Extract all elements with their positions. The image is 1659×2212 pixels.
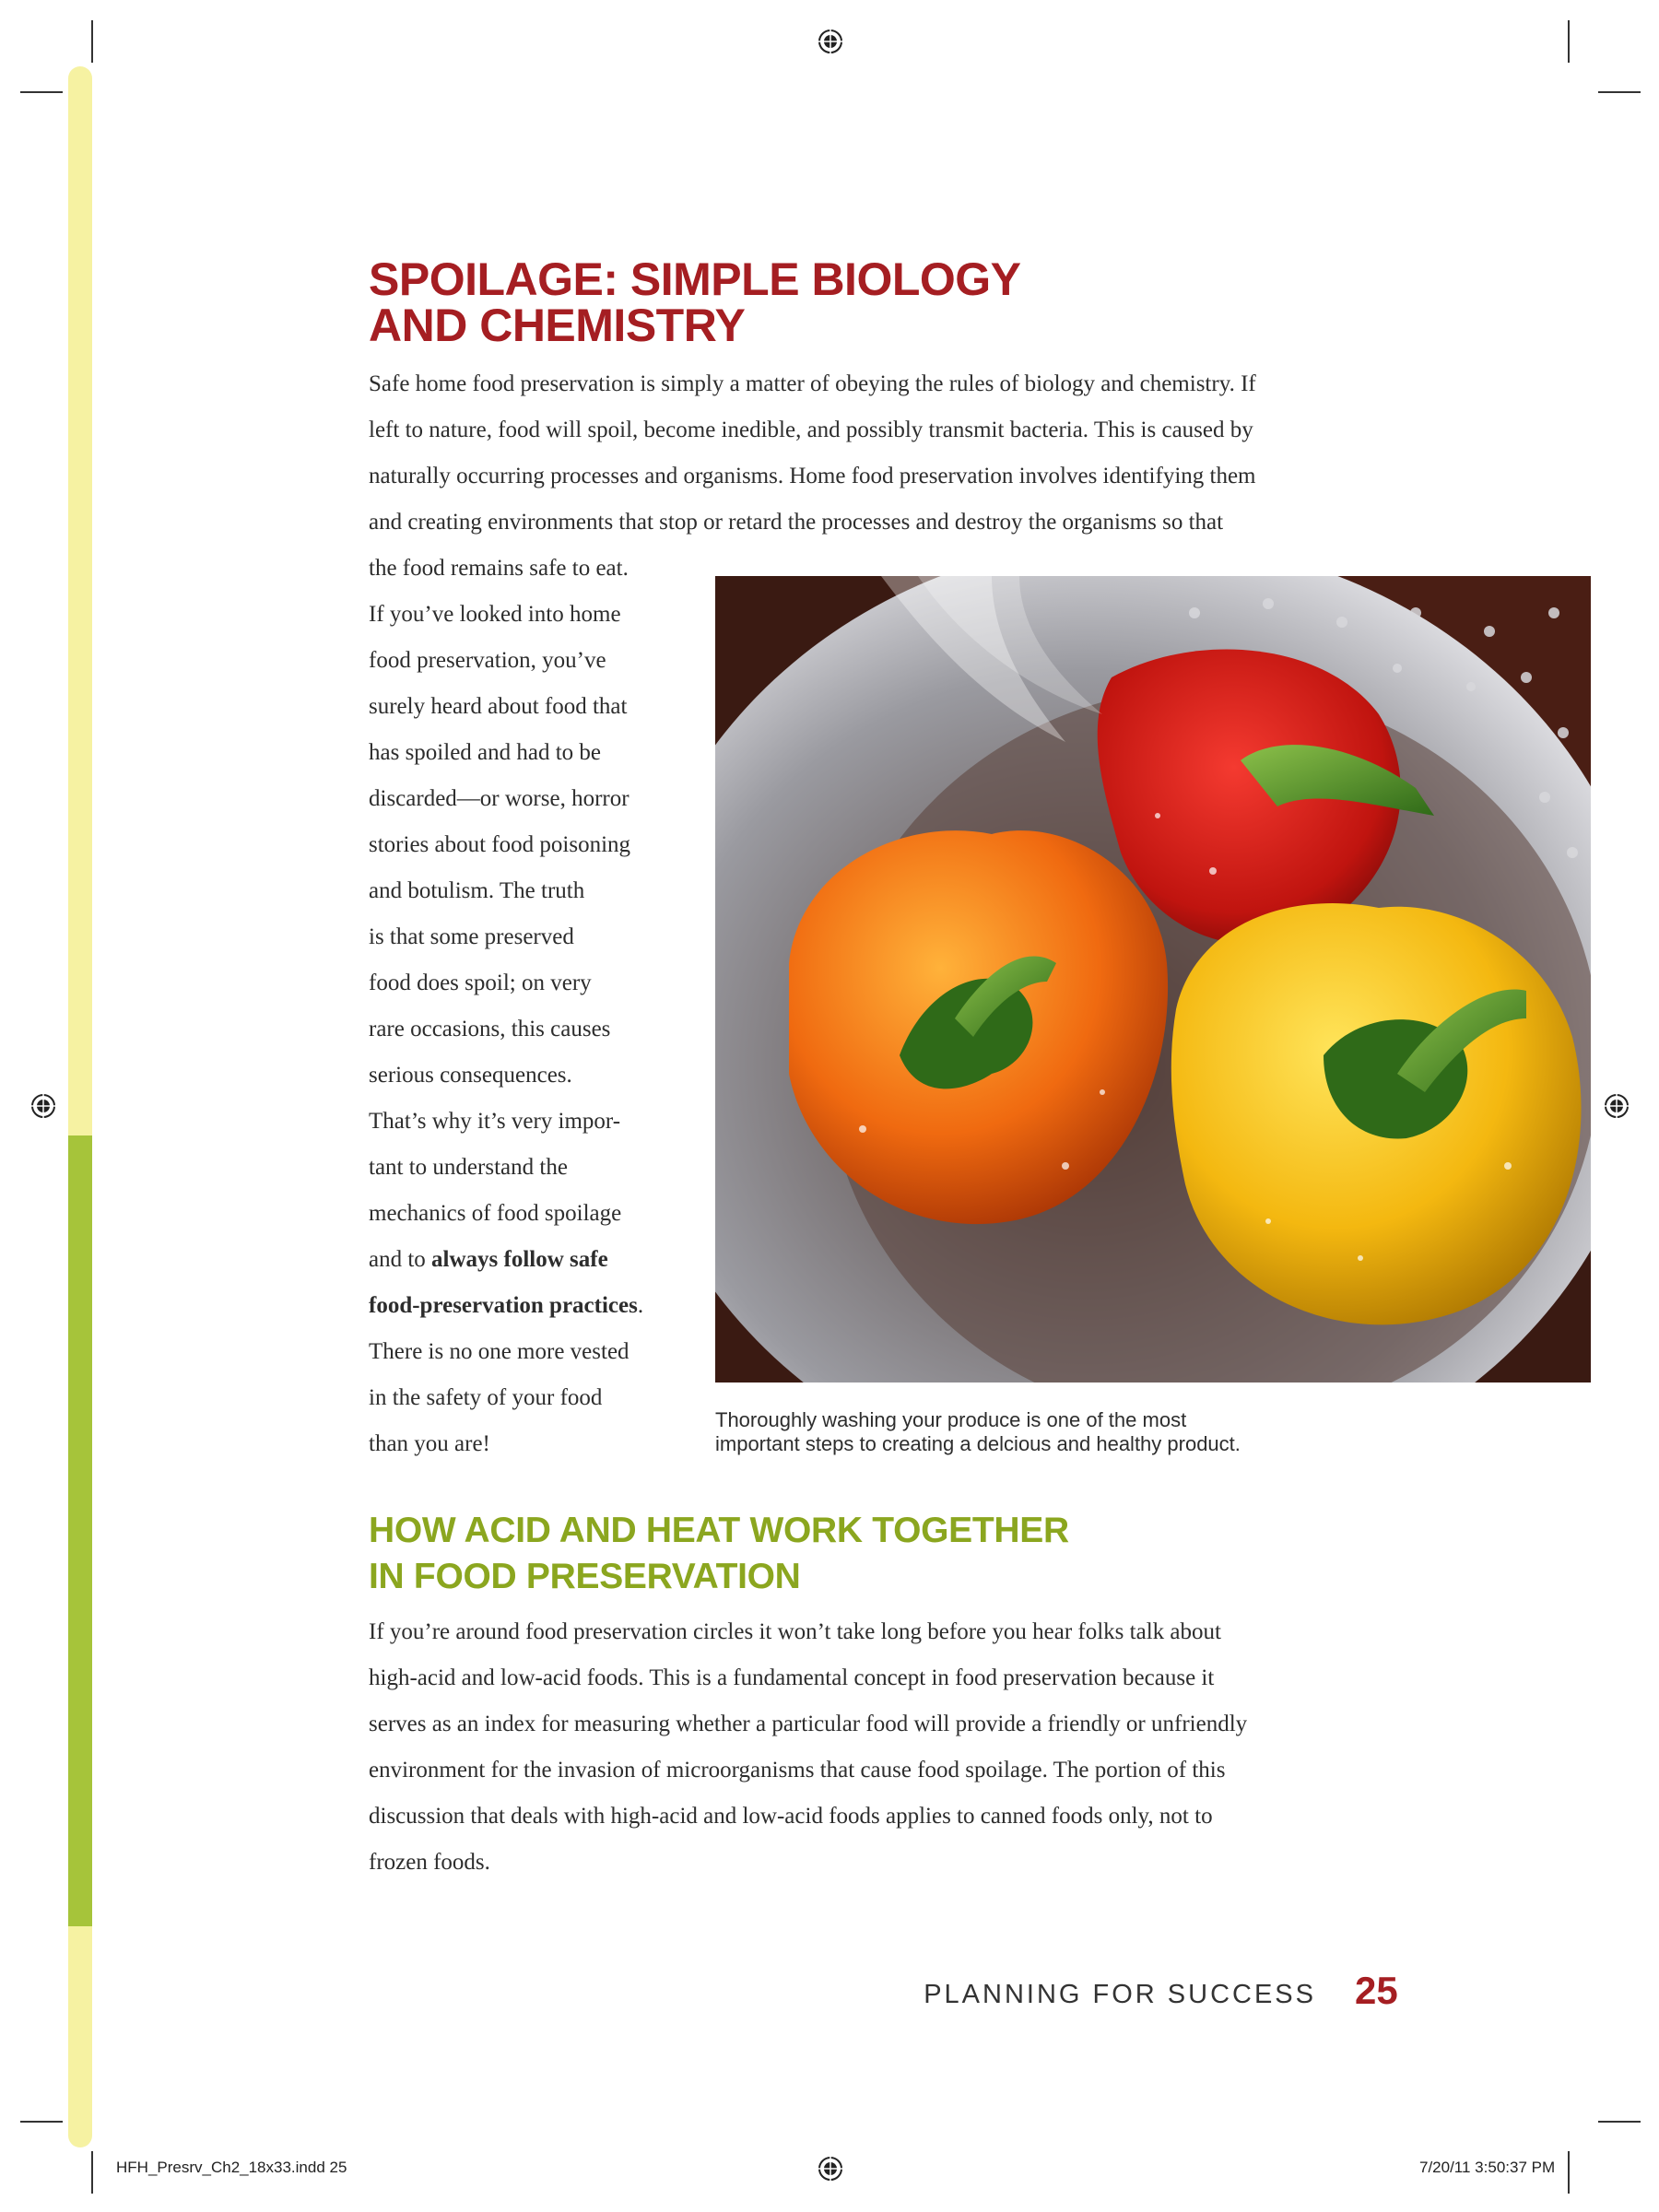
bold-phrase: food-preservation practices — [369, 1293, 638, 1318]
registration-mark-icon — [817, 28, 844, 55]
column-line: in the safety of your food — [369, 1385, 603, 1410]
section-line: discussion that deals with high-acid and low-acid foods applies to canned foods only, not to — [369, 1804, 1213, 1829]
column-line: stories about food poisoning — [369, 832, 631, 857]
crop-mark — [20, 2121, 63, 2123]
column-line: surely heard about food that — [369, 694, 628, 719]
column-line: That’s why it’s very impor- — [369, 1109, 621, 1134]
column-line: serious consequences. — [369, 1063, 572, 1088]
crop-mark — [20, 91, 63, 93]
and-to-text: and to — [369, 1247, 432, 1272]
intro-paragraph — [369, 361, 1410, 592]
period-text: . — [637, 1293, 644, 1318]
peppers-illustration — [715, 576, 1591, 1382]
column-line: rare occasions, this causes — [369, 1017, 611, 1041]
crop-mark — [1568, 2151, 1570, 2194]
section-title — [369, 1508, 1069, 1600]
photo-caption — [715, 1408, 1591, 1456]
page-title — [369, 253, 1021, 351]
column-line: tant to understand the — [369, 1155, 568, 1180]
section-paragraph — [369, 1609, 1410, 1886]
intro-line: Safe home food preservation is simply a matter of obeying the rules of biology and chemistry. If — [369, 371, 1256, 396]
column-line: has spoiled and had to be — [369, 740, 602, 765]
caption-line: important steps to creating a delcious and healthy product. — [715, 1432, 1241, 1455]
crop-mark — [91, 2151, 93, 2194]
column-line — [369, 1283, 700, 1329]
column-line: There is no one more vested — [369, 1339, 629, 1364]
crop-mark — [1598, 2121, 1641, 2123]
column-line: food preservation, you’ve — [369, 648, 606, 673]
column-paragraph — [369, 592, 700, 1467]
intro-line: naturally occurring processes and organisms. Home food preservation involves identifying them — [369, 464, 1256, 488]
section-line: high-acid and low-acid foods. This is a fundamental concept in food preservation because it — [369, 1665, 1215, 1690]
page-title-line2: AND CHEMISTRY — [369, 300, 746, 351]
crop-mark — [1598, 91, 1641, 93]
column-line: mechanics of food spoilage — [369, 1201, 622, 1226]
bold-phrase: always follow safe — [431, 1247, 608, 1272]
section-line: environment for the invasion of microorganisms that cause food spoilage. The portion of this — [369, 1758, 1226, 1783]
slug-right: 7/20/11 3:50:37 PM — [1419, 2159, 1556, 2176]
column-line: discarded—or worse, horror — [369, 786, 629, 811]
section-line: frozen foods. — [369, 1850, 490, 1875]
column-line: than you are! — [369, 1431, 490, 1456]
column-line: is that some preserved — [369, 924, 574, 949]
crop-mark — [1568, 20, 1570, 63]
intro-line: the food remains safe to eat. — [369, 556, 629, 581]
side-bar-green — [68, 1135, 92, 1926]
registration-mark-icon — [817, 2155, 844, 2183]
running-footer-label: PLANNING FOR SUCCESS — [924, 1980, 1316, 2009]
section-title-line1: HOW ACID AND HEAT WORK TOGETHER — [369, 1511, 1069, 1550]
slug-left: HFH_Presrv_Ch2_18x33.indd 25 — [116, 2159, 347, 2176]
registration-mark-icon — [29, 1092, 57, 1120]
page-title-line1: SPOILAGE: SIMPLE BIOLOGY — [369, 253, 1021, 305]
intro-line: left to nature, food will spoil, become inedible, and possibly transmit bacteria. This is caused by — [369, 418, 1253, 442]
peppers-photo — [715, 576, 1591, 1382]
caption-line: Thoroughly washing your produce is one of the most — [715, 1408, 1187, 1431]
column-line: food does spoil; on very — [369, 971, 592, 995]
intro-line: and creating environments that stop or retard the processes and destroy the organisms so that — [369, 510, 1224, 535]
column-line: and botulism. The truth — [369, 878, 585, 903]
section-line: serves as an index for measuring whether a particular food will provide a friendly or unfriendly — [369, 1712, 1248, 1736]
column-line: If you’ve looked into home — [369, 602, 621, 627]
section-title-line2: IN FOOD PRESERVATION — [369, 1557, 801, 1596]
page-number: 25 — [1355, 1969, 1398, 2012]
crop-mark — [91, 20, 93, 63]
column-line — [369, 1237, 700, 1283]
section-line: If you’re around food preservation circles it won’t take long before you hear folks talk about — [369, 1619, 1221, 1644]
registration-mark-icon — [1603, 1092, 1630, 1120]
